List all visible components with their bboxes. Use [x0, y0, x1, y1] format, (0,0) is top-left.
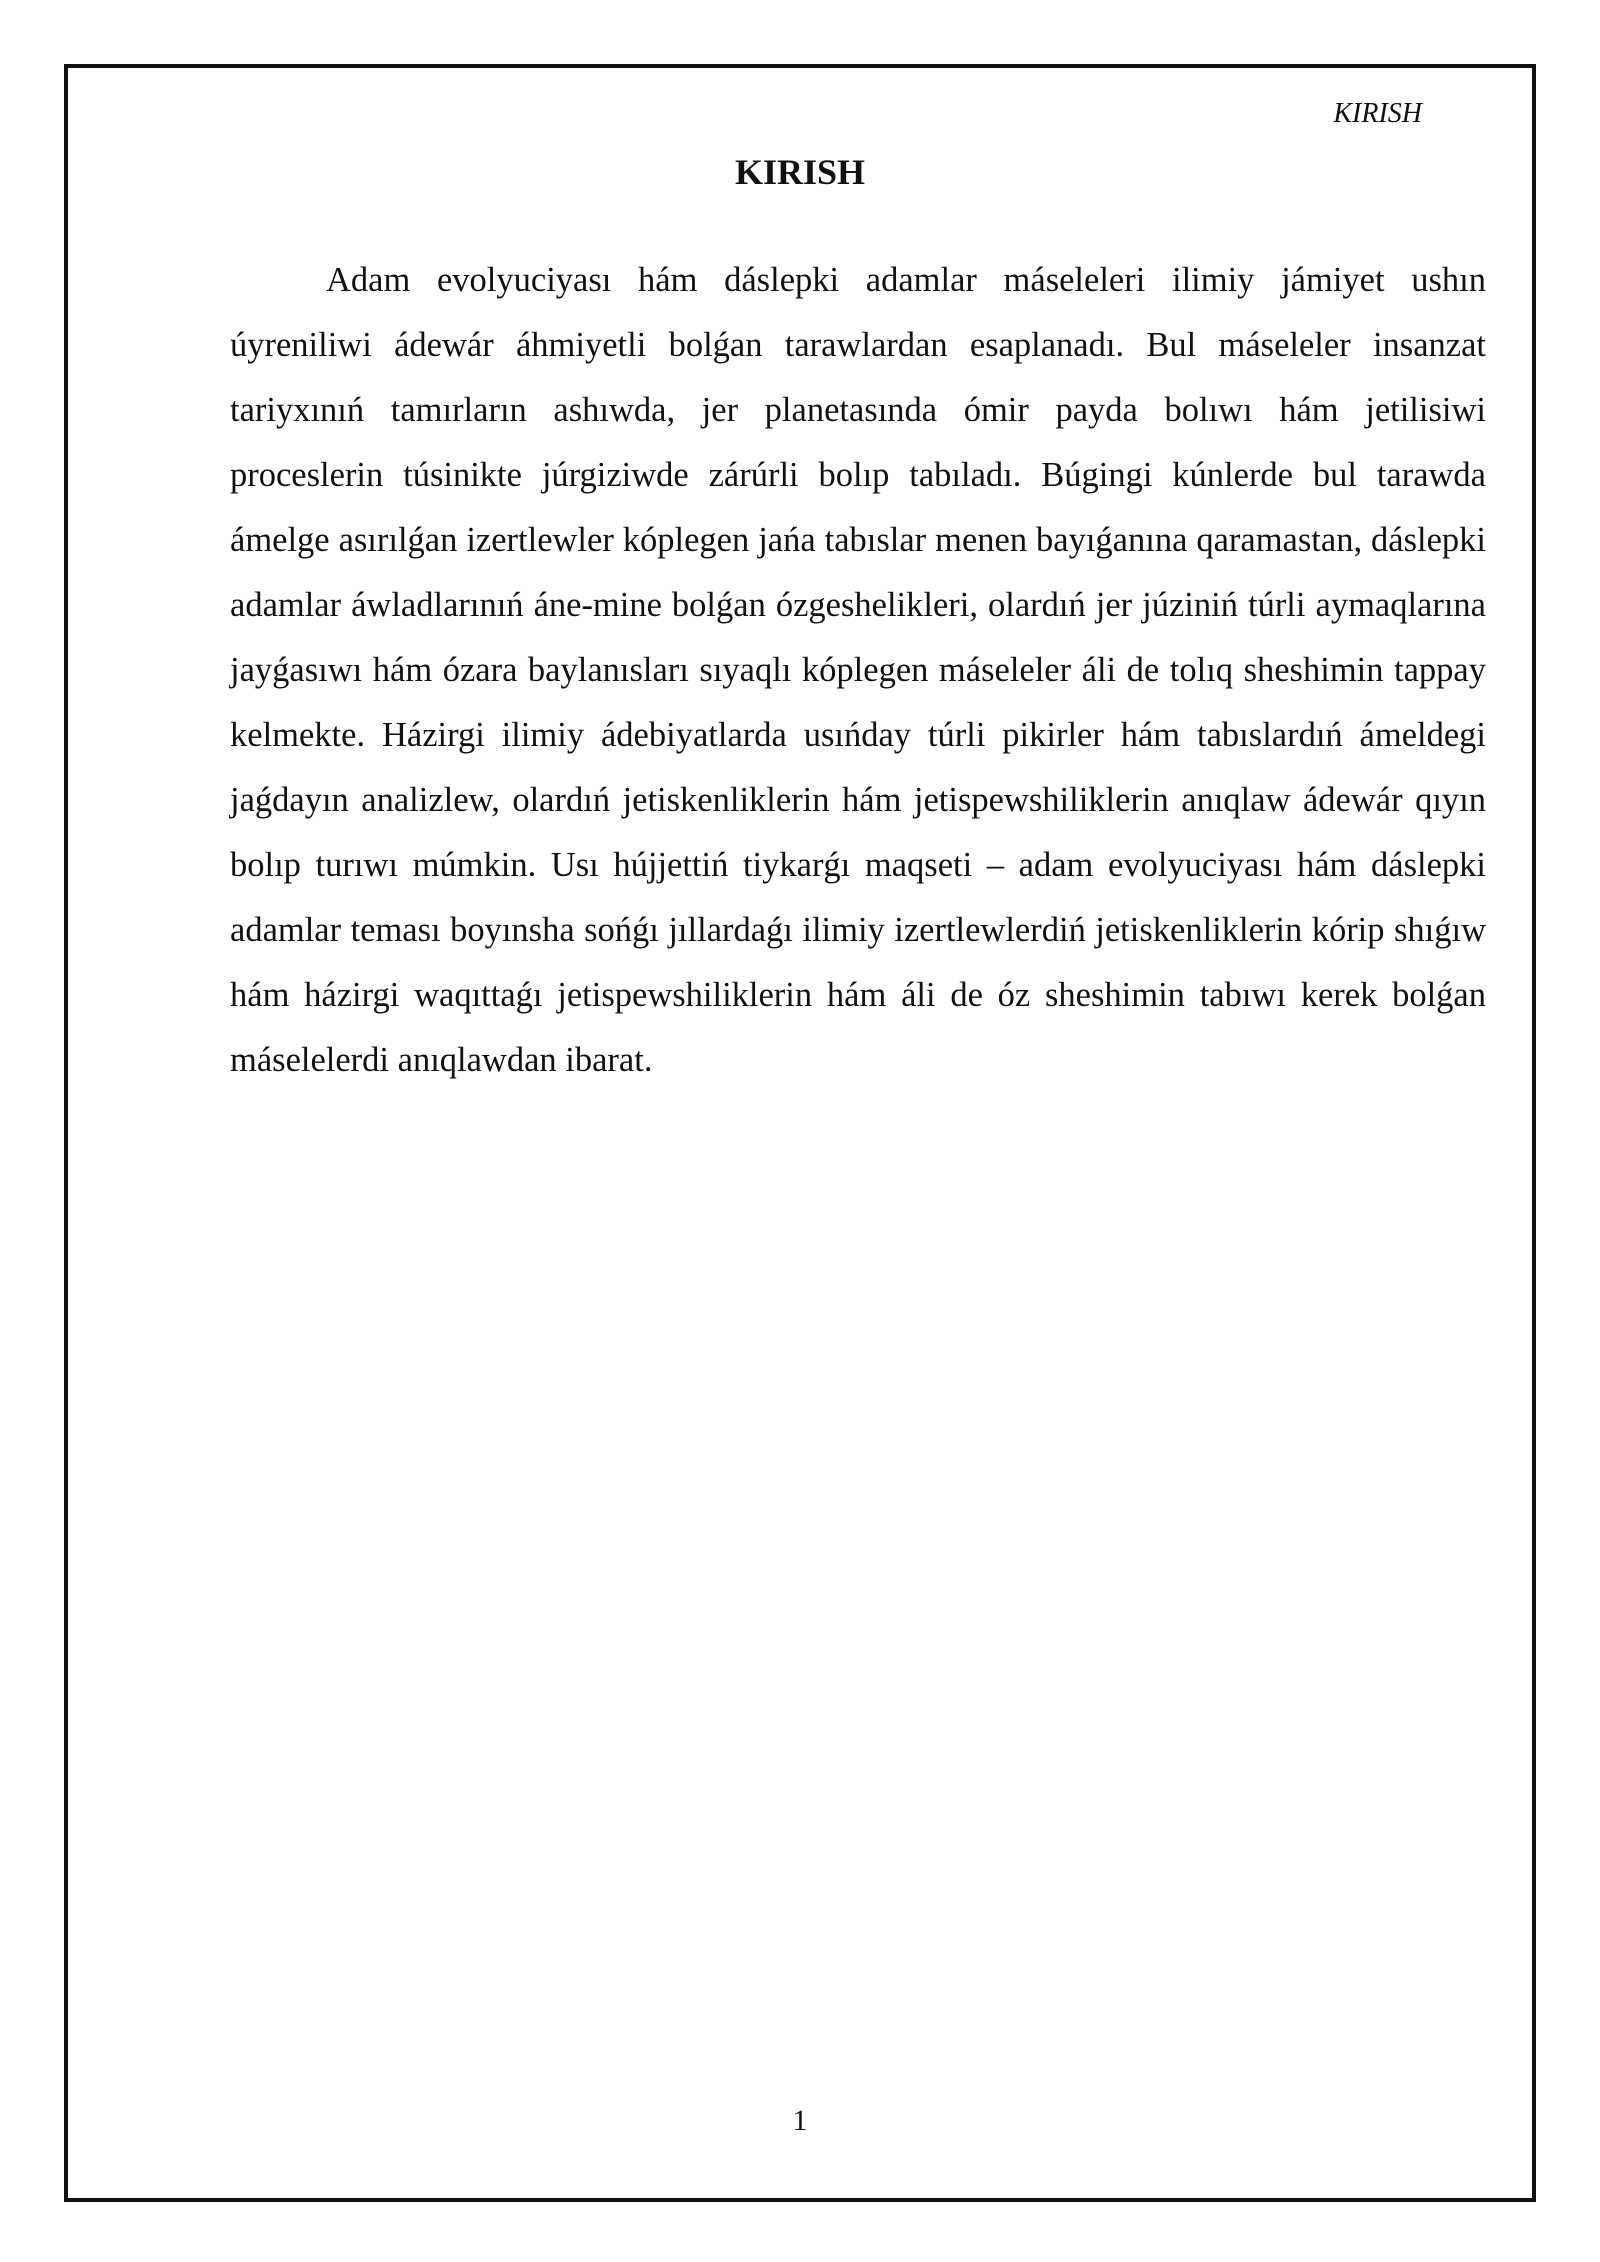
page-number: 1: [792, 2104, 808, 2137]
running-header: KIRISH: [1333, 98, 1422, 129]
body-paragraph: Adam evolyuciyası hám dáslepki adamlar máseleleri ilimiy jámiyet ushın úyreniliwi ádewár áhmiyetli bolǵan tarawlardan esaplanadı. Bul máseleler insanzat tariyxınıń tamırların ashıwda, jer planetasında ómir payda bolıwı hám jetilisiwi proceslerin túsinikte júrgiziwde zárúrli bolıp tabıladı. Búgingi kúnlerde bul tarawda ámelge asırılǵan izertlewler kóplegen jańa tabıslar menen bayıǵanına qaramastan, dáslepki adamlar áwladlarınıń áne-mine bolǵan ózgeshelikleri, olardıń jer júziniń túrli aymaqlarına jayǵasıwı hám ózara baylanısları sıyaqlı kóplegen máseleler áli de tolıq sheshimin tappay kelmekte. Házirgi ilimiy ádebiyatlarda usıńday túrli pikirler hám tabıslardıń ámeldegi jaǵdayın analizlew, olardıń jetiskenliklerin hám jetispewshiliklerin anıqlaw ádewár qıyın bolıp turıwı múmkin. Usı hújjettiń tiykarǵı maqseti – adam evolyuciyası hám dáslepki adamlar teması boyınsha sońǵı jıllardaǵı ilimiy izertlewlerdiń jetiskenliklerin kórip shıǵıw hám házirgi waqıttaǵı jetispewshiliklerin hám áli de óz sheshimin tabıwı kerek bolǵan máselelerdi anıqlawdan ibarat.: [230, 261, 1486, 1079]
page-title: KIRISH: [734, 152, 866, 192]
